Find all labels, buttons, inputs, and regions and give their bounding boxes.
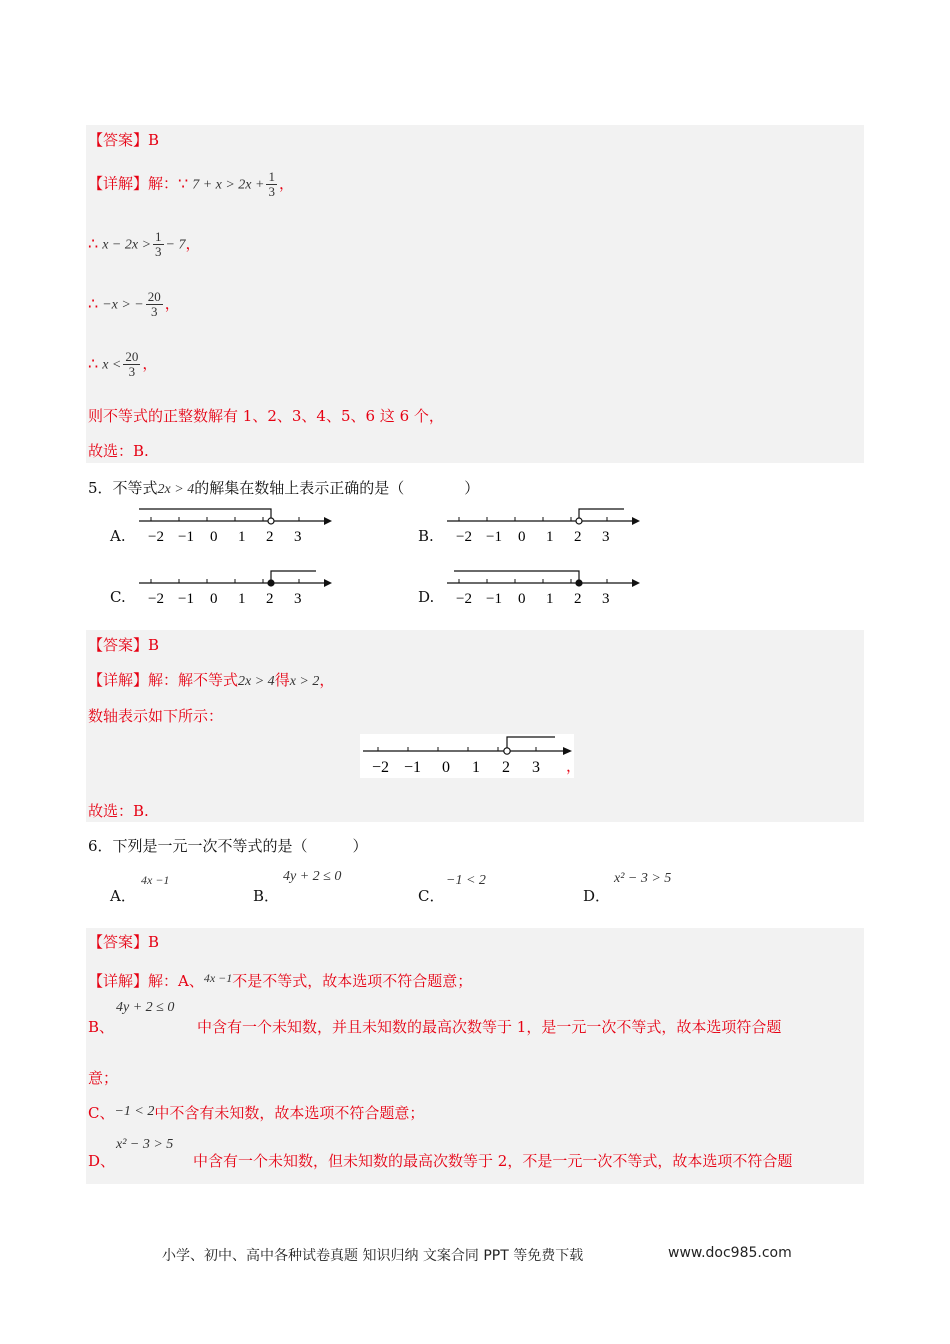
q6-answer-label: 【答案】B <box>88 933 160 951</box>
therefore-symbol: ∴ <box>88 233 99 253</box>
q4-step1: 【详解】解：∵ 7 + x > 2x + $\frac{1}{3}$ ， <box>88 169 294 199</box>
q6-option-a-math[interactable]: 4x −1 <box>141 873 170 887</box>
tick-label: −1 <box>486 591 502 607</box>
tick-label: 1 <box>238 529 246 545</box>
q5-option-b-label[interactable]: B. <box>418 527 434 545</box>
tick-label: 1 <box>238 591 246 607</box>
q6-detail-b-math: 4y + 2 ≤ 0 <box>116 1000 175 1015</box>
q6-detail-d: D、 中含有一个未知数，但未知数的最高次数等于 2，不是一元一次不等式，故本选项不符合题 <box>88 1152 793 1170</box>
tick-label: −2 <box>148 591 164 607</box>
tick-label: −2 <box>148 529 164 545</box>
footer-url[interactable]: www.doc985.com <box>668 1245 792 1261</box>
q6-option-a-label[interactable]: A． <box>110 887 136 905</box>
tick-label: 2 <box>266 591 274 607</box>
therefore-symbol: ∴ <box>88 293 99 313</box>
tick-label: −2 <box>456 591 472 607</box>
q6-option-c-math[interactable]: −1 < 2 <box>446 873 486 888</box>
q4-detail-label: 【详解】解： <box>88 174 179 193</box>
footer-text: 小学、初中、高中各种试卷真题 知识归纳 文案合同 PPT 等免费下载 <box>162 1248 584 1264</box>
tick-label: 3 <box>602 591 610 607</box>
q6-option-d-math[interactable]: x² − 3 > 5 <box>614 871 672 886</box>
q5-option-a-number-line[interactable] <box>136 504 336 548</box>
tick-label: −1 <box>486 529 502 545</box>
q5-option-c-number-line[interactable] <box>136 566 336 610</box>
tick-label: 2 <box>574 529 582 545</box>
q6-option-b-label[interactable]: B． <box>253 887 280 905</box>
q6-detail-c-math: −1 < 2 <box>114 1104 155 1119</box>
q5-answer-number-line <box>360 734 574 778</box>
q5-option-d-number-line[interactable] <box>444 566 644 610</box>
tick-label: −1 <box>404 759 422 776</box>
q5-axis-comma: ， <box>566 757 582 775</box>
q4-step2-math: x − 2x > <box>102 237 152 253</box>
q4-step3-math: −x > − <box>102 297 144 313</box>
q4-step3-fraction: $\frac{20}{3}$ <box>147 289 161 319</box>
tick-label: 1 <box>472 759 480 776</box>
q6-option-d-label[interactable]: D． <box>583 887 611 905</box>
tick-label: −1 <box>178 529 194 545</box>
q4-step1-math: 7 + x > 2x + <box>192 177 265 193</box>
q4-positive-integer-solutions: 则不等式的正整数解有 1、2、3、4、5、6 这 6 个， <box>88 407 444 425</box>
q5-detail-math: 2x > 4 <box>238 674 275 689</box>
tick-label: 0 <box>210 529 218 545</box>
q5-axis-caption: 数轴表示如下所示： <box>88 707 224 725</box>
q5-stem: 5．不等式2x > 4的解集在数轴上表示正确的是（ ） <box>88 479 480 497</box>
q6-detail-c: C、−1 < 2中不含有未知数，故本选项不符合题意； <box>88 1104 425 1122</box>
q4-step1-fraction: $\frac{1}{3}$ <box>268 169 275 199</box>
q4-step2: ∴ x − 2x > $\frac{1}{3}$ − 7， <box>88 229 201 259</box>
tick-label: 3 <box>602 529 610 545</box>
q6-detail-b: B、 中含有一个未知数，并且未知数的最高次数等于 1，是一元一次不等式，故本选项符合题 <box>88 1018 782 1036</box>
q6-detail-d-math: x² − 3 > 5 <box>116 1137 174 1152</box>
q4-choose: 故选：B. <box>88 442 149 460</box>
q5-choose: 故选：B. <box>88 802 149 820</box>
q5-answer-panel <box>86 630 864 822</box>
tick-label: 1 <box>546 529 554 545</box>
tick-label: 2 <box>266 529 274 545</box>
tick-label: 2 <box>574 591 582 607</box>
q5-option-b-number-line[interactable] <box>444 504 644 548</box>
tick-label: −2 <box>372 759 390 776</box>
tick-label: 0 <box>442 759 450 776</box>
q5-answer-label: 【答案】B <box>88 636 160 654</box>
q5-option-c-label[interactable]: C. <box>110 588 126 606</box>
tick-label: −1 <box>178 591 194 607</box>
q6-answer-panel <box>86 928 864 1184</box>
tick-label: 1 <box>546 591 554 607</box>
q4-step4-fraction: $\frac{20}{3}$ <box>125 349 139 379</box>
q5-stem-math: 2x > 4 <box>157 482 195 497</box>
q5-detail: 【详解】解：解不等式2x > 4得x > 2， <box>88 671 335 689</box>
q4-step4: ∴ x < $\frac{20}{3}$ ， <box>88 349 158 379</box>
because-symbol: ∵ <box>178 173 189 193</box>
q5-option-d-label[interactable]: D. <box>418 588 435 606</box>
tick-label: 2 <box>502 759 510 776</box>
tick-label: 0 <box>210 591 218 607</box>
q6-detail-a: 【详解】解：A、$^{4x -1}$不是不等式，故本选项不符合题意； <box>88 971 473 990</box>
q6-stem: 6．下列是一元一次不等式的是（ ） <box>88 837 368 855</box>
q4-step3: ∴ −x > − $\frac{20}{3}$ ， <box>88 289 180 319</box>
tick-label: 3 <box>294 529 302 545</box>
tick-label: 0 <box>518 529 526 545</box>
q6-detail-b-continued: 意； <box>88 1069 119 1087</box>
q4-answer-label: 【答案】B <box>88 131 160 149</box>
q5-detail-result: x > 2 <box>289 674 320 689</box>
q6-detail-a-math: 4x −1 <box>203 971 233 985</box>
q4-step4-math: x < <box>102 357 122 373</box>
tick-label: 3 <box>294 591 302 607</box>
tick-label: −2 <box>456 529 472 545</box>
q5-option-a-label[interactable]: A. <box>110 527 126 545</box>
q6-option-c-label[interactable]: C． <box>418 887 445 905</box>
tick-label: 0 <box>518 591 526 607</box>
therefore-symbol: ∴ <box>88 353 99 373</box>
q4-step2-fraction: $\frac{1}{3}$ <box>155 229 162 259</box>
q6-option-b-math[interactable]: 4y + 2 ≤ 0 <box>283 869 342 884</box>
tick-label: 3 <box>532 759 540 776</box>
